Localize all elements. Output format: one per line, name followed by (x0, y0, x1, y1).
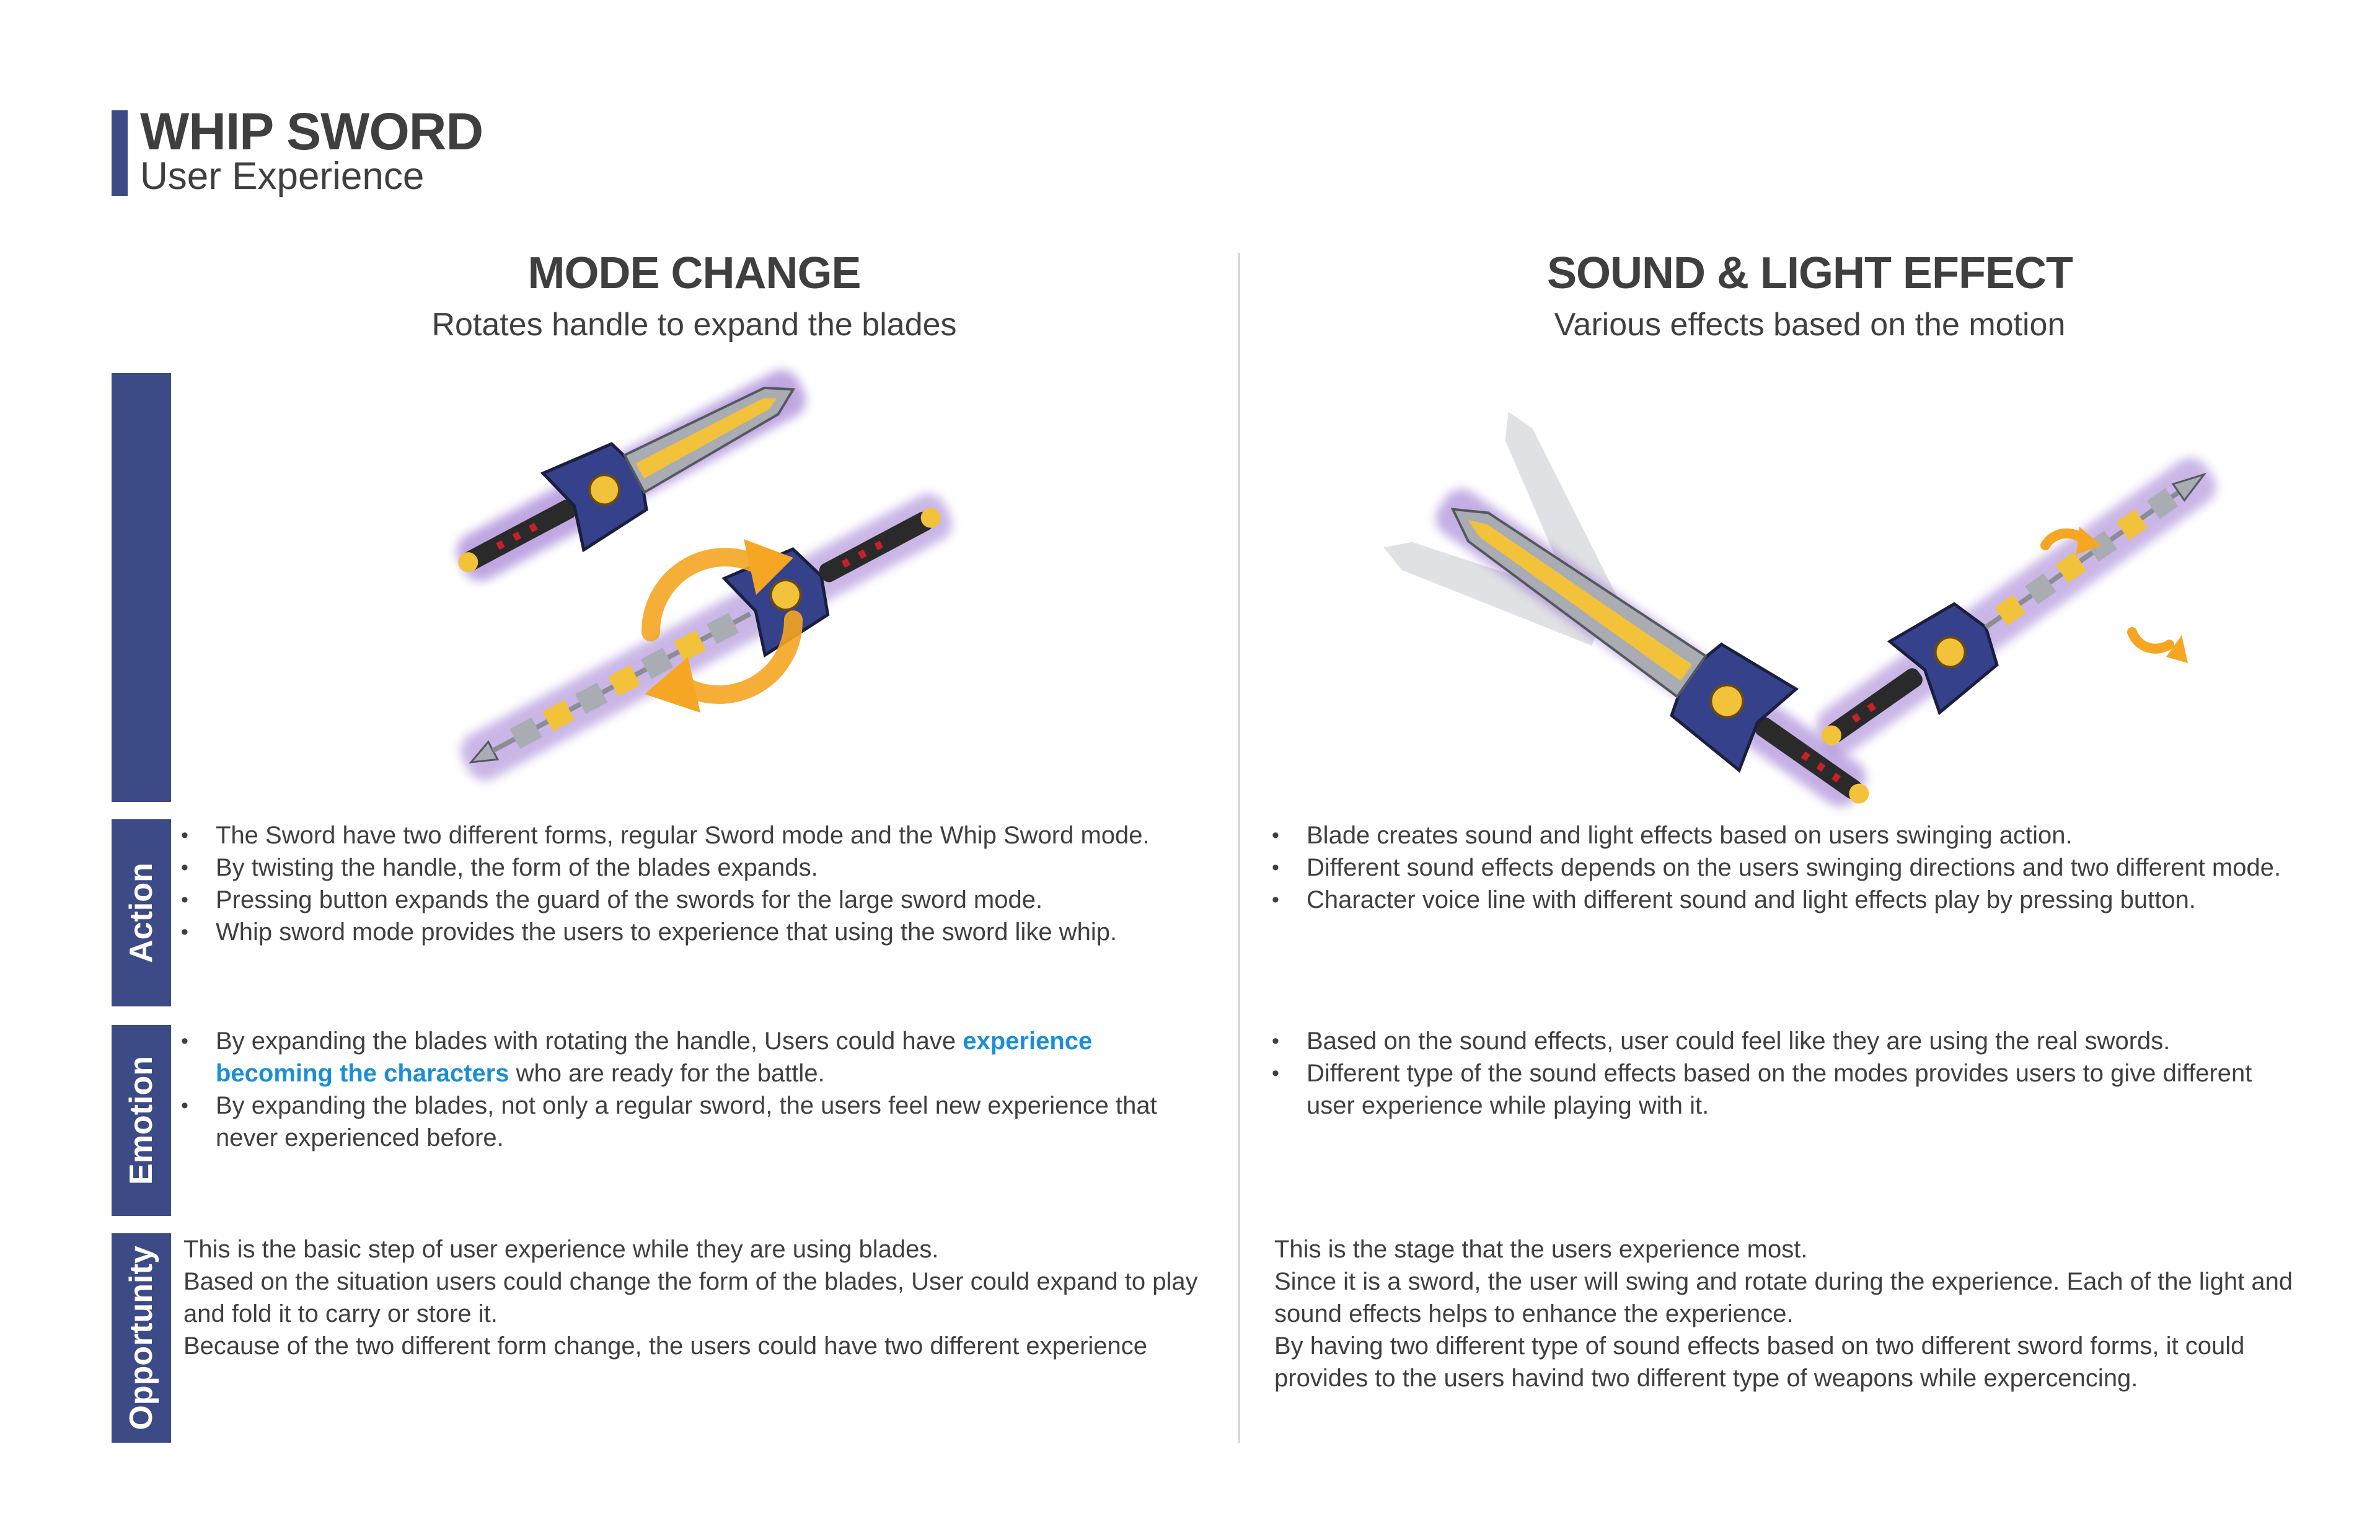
action-row-label (112, 819, 171, 1006)
list-item: • Pressing button expands the guard of the swords for the large sword mode. (180, 884, 1196, 916)
mode-change-illustration (446, 359, 1016, 793)
title-accent-bar (112, 110, 128, 196)
paragraph: Because of the two different form change, the users could have two different experience (183, 1332, 1148, 1360)
image-row-label (112, 373, 171, 802)
mode-change-opportunity-text (183, 1233, 1200, 1362)
list-item: • By expanding the blades, not only a regular sword, the users feel new experience that never experienced before. (180, 1089, 1196, 1154)
mode-change-action-text (180, 819, 1196, 948)
paragraph: Since it is a sword, the user will swing and rotate during the experience. Each of the light and sound effects helps to enhance the experience. (1274, 1268, 2293, 1327)
mode-change-emotion-text (180, 1025, 1196, 1154)
opportunity-row-label (112, 1233, 171, 1443)
emotion-text: By expanding the blades with rotating the handle, Users could have (216, 1027, 963, 1055)
list-item: • Character voice line with different sound and light effects play by pressing button. (1271, 884, 2293, 916)
list-item: • Whip sword mode provides the users to experience that using the sword like whip. (180, 916, 1196, 948)
list-item: • Different sound effects depends on the users swinging directions and two different mode. (1271, 851, 2293, 884)
emotion-highlight: experience becoming the characters (216, 1027, 1093, 1087)
list-item: • Based on the sound effects, user could feel like they are using the real swords. (1271, 1025, 2293, 1057)
paragraph: This is the stage that the users experience most. (1274, 1236, 1808, 1263)
list-item: • Blade creates sound and light effects based on users swinging action. (1271, 819, 2293, 851)
emotion-text: who are ready for the battle. (509, 1060, 825, 1087)
page-title: WHIP SWORD (140, 102, 483, 161)
sound-light-emotion-text (1271, 1025, 2293, 1122)
column-divider (1238, 253, 1240, 1443)
list-item (180, 1025, 1196, 1089)
sound-light-title: SOUND & LIGHT EFFECT (1547, 249, 2073, 298)
list-item: • By twisting the handle, the form of the blades expands. (180, 851, 1196, 884)
action-label-text: Action (123, 863, 159, 963)
sound-light-illustration (1333, 372, 2299, 768)
page-subtitle: User Experience (140, 155, 425, 198)
opportunity-label-text: Opportunity (123, 1246, 159, 1430)
sound-light-subtitle: Various effects based on the motion (1554, 307, 2066, 343)
sound-light-opportunity-text (1274, 1233, 2303, 1394)
sound-light-action-text (1271, 819, 2293, 916)
list-item: • Different type of the sound effects based on the modes provides users to give different user experience while playing with it. (1271, 1057, 2293, 1122)
paragraph: By having two different type of sound effects based on two different sword forms, it could provides to the users havind two different type of weapons while expercencing. (1274, 1332, 2245, 1392)
paragraph: This is the basic step of user experience while they are using blades. (183, 1236, 939, 1263)
emotion-label-text: Emotion (123, 1056, 159, 1185)
list-item: • The Sword have two different forms, regular Sword mode and the Whip Sword mode. (180, 819, 1196, 851)
paragraph: Based on the situation users could change the form of the blades, User could expand to play and fold it to carry or store it. (183, 1268, 1198, 1327)
emotion-row-label (112, 1025, 171, 1216)
mode-change-subtitle: Rotates handle to expand the blades (431, 307, 957, 343)
mode-change-title: MODE CHANGE (527, 249, 861, 298)
